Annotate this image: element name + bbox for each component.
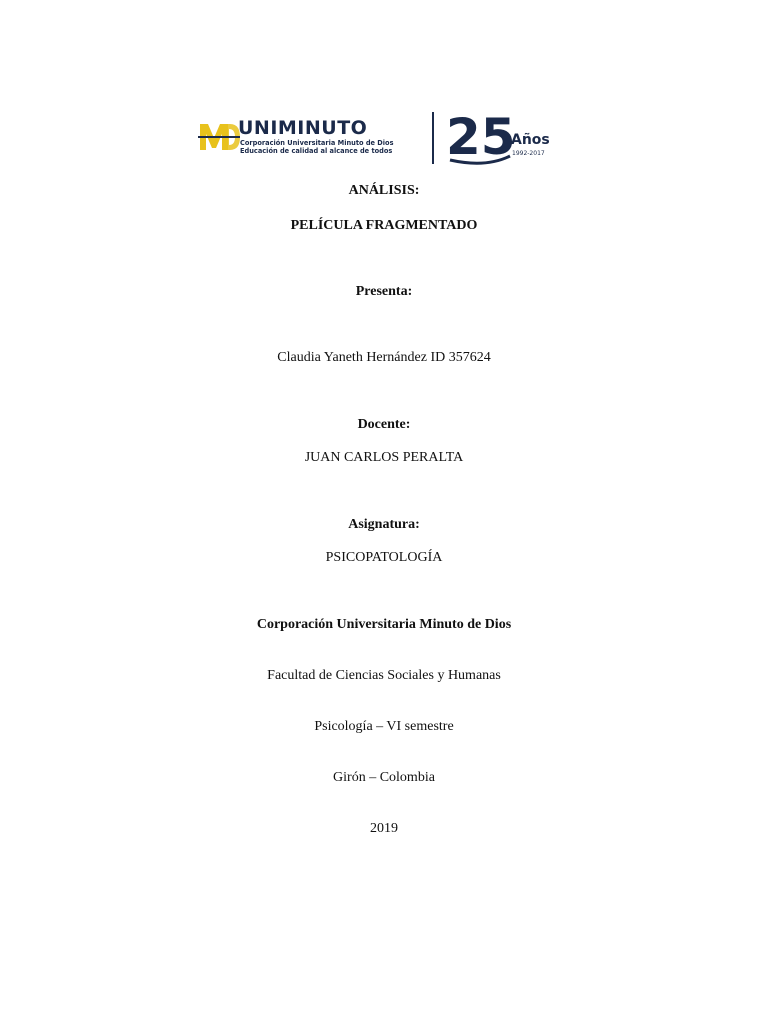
logo-tagline: Corporación Universitaria Minuto de Dios xyxy=(240,139,394,147)
anniversary-label: Años xyxy=(511,132,550,148)
logo-slogan: Educación de calidad al alcance de todos xyxy=(240,147,393,155)
asignatura-name: PSICOPATOLOGÍA xyxy=(325,550,443,565)
title-film: PELÍCULA FRAGMENTADO xyxy=(290,218,478,233)
location-line: Girón – Colombia xyxy=(333,770,435,785)
presenta-label: Presenta: xyxy=(355,284,413,299)
author-line: Claudia Yaneth Hernández ID 357624 xyxy=(277,350,491,365)
program-line: Psicología – VI semestre xyxy=(314,719,454,734)
logo-divider xyxy=(432,112,434,164)
docente-label: Docente: xyxy=(357,417,411,432)
anniversary-number: 25 xyxy=(446,110,516,166)
anniversary-years: 1992-2017 xyxy=(512,150,545,157)
asignatura-label: Asignatura: xyxy=(348,517,420,532)
md-logo-icon xyxy=(198,116,240,156)
faculty-name: Facultad de Ciencias Sociales y Humanas xyxy=(267,668,501,683)
year-line: 2019 xyxy=(370,821,398,836)
uniminuto-wordmark: UNIMINUTO xyxy=(238,117,368,139)
uniminuto-logo xyxy=(198,108,563,168)
title-analisis: ANÁLISIS: xyxy=(348,183,420,198)
docente-name: JUAN CARLOS PERALTA xyxy=(304,450,464,465)
institution-name: Corporación Universitaria Minuto de Dios xyxy=(256,617,512,632)
